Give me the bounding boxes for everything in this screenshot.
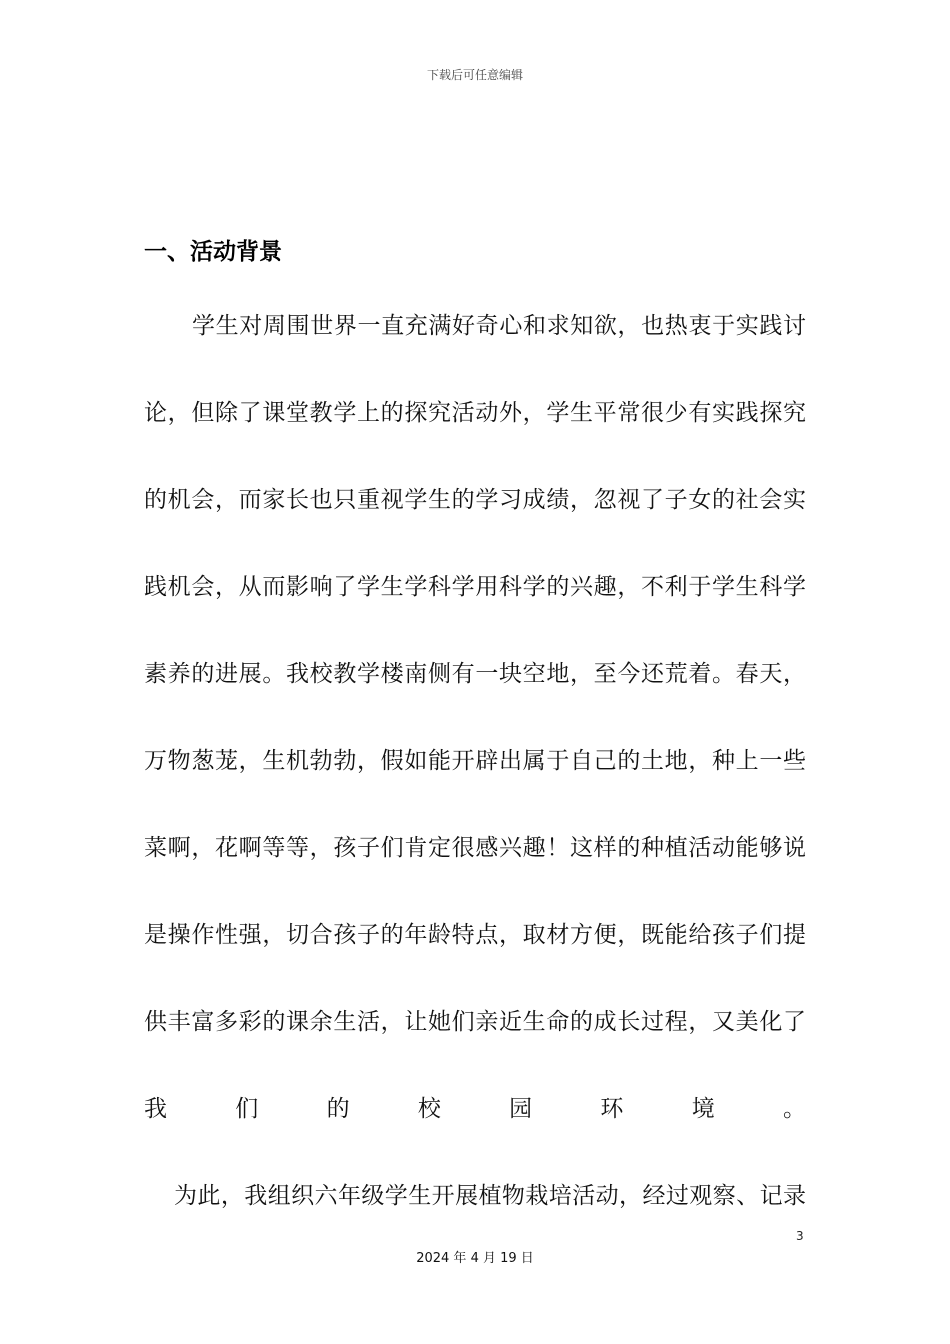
paragraph-line: 菜啊，花啊等等，孩子们肯定很感兴趣！这样的种植活动能够说 [144,835,806,861]
paragraph-line: 践机会，从而影响了学生学科学用科学的兴趣，不利于学生科学 [144,574,806,600]
paragraph-line: 学生对周围世界一直充满好奇心和求知欲，也热衷于实践讨 [192,313,806,339]
paragraph-line: 供丰富多彩的课余生活，让她们亲近生命的成长过程，又美化了 [144,1009,806,1035]
footer-date: 2024 年 4 月 19 日 [416,1251,534,1266]
page-number: 3 [796,1229,804,1243]
paragraph-line: 是操作性强，切合孩子的年龄特点，取材方便，既能给孩子们提 [144,922,806,948]
header-note: 下载后可任意编辑 [426,68,523,82]
paragraph-line: 为此，我组织六年级学生开展植物栽培活动，经过观察、记录 [174,1183,806,1209]
section-heading: 一、活动背景 [144,239,282,265]
paragraph-line: 论，但除了课堂教学上的探究活动外，学生平常很少有实践探究 [144,400,806,426]
paragraph-line: 万物葱茏，生机勃勃，假如能开辟出属于自己的土地，种上一些 [144,748,806,774]
paragraph-line: 素养的进展。我校教学楼南侧有一块空地，至今还荒着。春天， [144,661,806,687]
paragraph-line: 我们的校园环境。 [144,1096,806,1122]
body-text [144,305,806,1262]
paragraph-line: 的机会，而家长也只重视学生的学习成绩，忽视了子女的社会实 [144,487,806,513]
